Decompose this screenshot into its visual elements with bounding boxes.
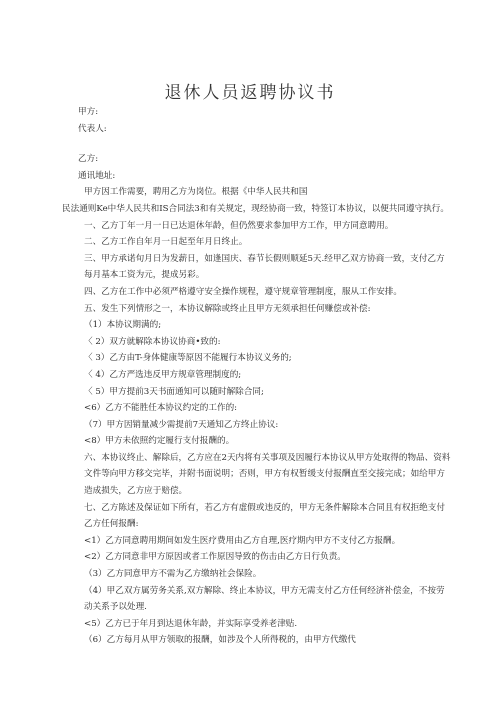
clause-2: 二、乙方工作自年月一日起至年月日终止。 xyxy=(84,237,248,248)
clause-7-item-2: <2）乙方同意非甲方原因或者工作原因导致的伤击由乙方日行负责。 xyxy=(84,552,346,563)
party-a-representative: 代表人: xyxy=(78,123,107,134)
clause-5-item-6: <6）乙方不能胜任本协议约定的工作的: xyxy=(84,403,238,414)
clause-5: 五、发生下列情形之一，本协议解除或终止且甲方无须承担任何赚偿或补偿: xyxy=(84,303,371,314)
clause-7: 七、乙方陈述及保证如下所有，若乙方有虚假或违反的，甲方无条件解除本合同且有权拒绝支付乙方任何报酬: xyxy=(84,502,445,530)
clause-7-item-5: <5）乙方已于年月到达退休年龄，并实际享受养老津贴. xyxy=(84,618,298,629)
document-body xyxy=(62,104,452,649)
clause-5-item-3: 〈 3）乙方由T-身体健康等原因不能履行本协议义务的; xyxy=(84,353,292,364)
clause-6: 六、本协议终止、解除后，乙方应在2天内将有关事项及因履行本协议从甲方处取得的物品、资料文件等向甲方移交完毕，并附书面说明；否则，甲方有权暂缓支付报酬直至交接完成；如给甲方造成损失，乙方应于赔偿。 xyxy=(84,452,451,497)
clause-7-item-6: （6）乙方每月从甲方领取的报酬，如涉及个人所得税的，由甲方代缴代 xyxy=(84,635,356,646)
clause-7-item-3: （3）乙方同意甲方不需为乙方缴纳社会保险。 xyxy=(84,569,262,580)
clause-4: 四、乙方在工作中必须严格遵守安全操作规程，遵守规章管理制度，服从工作安排。 xyxy=(84,286,402,297)
clause-5-item-2: 〈 2）双方就解除本协议协商•致的: xyxy=(84,336,221,347)
clause-5-item-7: （7）甲方因销量减少需提前7天通知乙方终止协议: xyxy=(84,419,279,430)
intro-paragraph-line1: 甲方因工作需要，聘用乙方为岗位。根据《中华人民共和国 xyxy=(84,187,308,198)
clause-5-item-1: （1）本协议期满的; xyxy=(84,320,162,331)
intro-paragraph-line2: 民法通则Ke中华人民共和IS合同法3和有关规定，现经协商一致，特签订本协议，以便共同遵守执行。 xyxy=(62,203,449,214)
clause-7-item-4: （4）甲乙双方属劳务关系,双方解除、终止本协议，甲方无需支付乙方任何经济补偿金，不按劳动关系予以处理. xyxy=(84,585,445,613)
clause-7-item-1: <1）乙方同意聘用期间如发生医疗费用由乙方自理,医疗期内甲方不支付乙方报酬。 xyxy=(84,535,401,546)
party-b-label: 乙方: xyxy=(78,154,99,165)
party-b-address: 通讯地址: xyxy=(78,170,116,181)
clause-5-item-8: <8）甲方未依照约定履行支付报酬的。 xyxy=(84,436,235,447)
clause-3: 三、甲方承诺旬月日为发薪日，如逢国庆、春节长假则顺延5天.经甲乙双方协商一致，支付乙方每月基本工资为元，提成另彩。 xyxy=(84,253,445,281)
clause-5-item-4: 〈 4）乙方严选违反甲方规章管理制度的; xyxy=(84,369,242,380)
clause-5-item-5: 〈 5）甲方提前3天书面通知可以随时解除合同; xyxy=(84,386,264,397)
document-title: 退休人员返聘协议书 xyxy=(164,83,336,103)
party-a-label: 甲方: xyxy=(78,107,99,117)
clause-1: 一、乙方丁年一月一日已达退休年龄，但仍然要求参加甲方工作，甲方同意聘用。 xyxy=(84,220,394,231)
